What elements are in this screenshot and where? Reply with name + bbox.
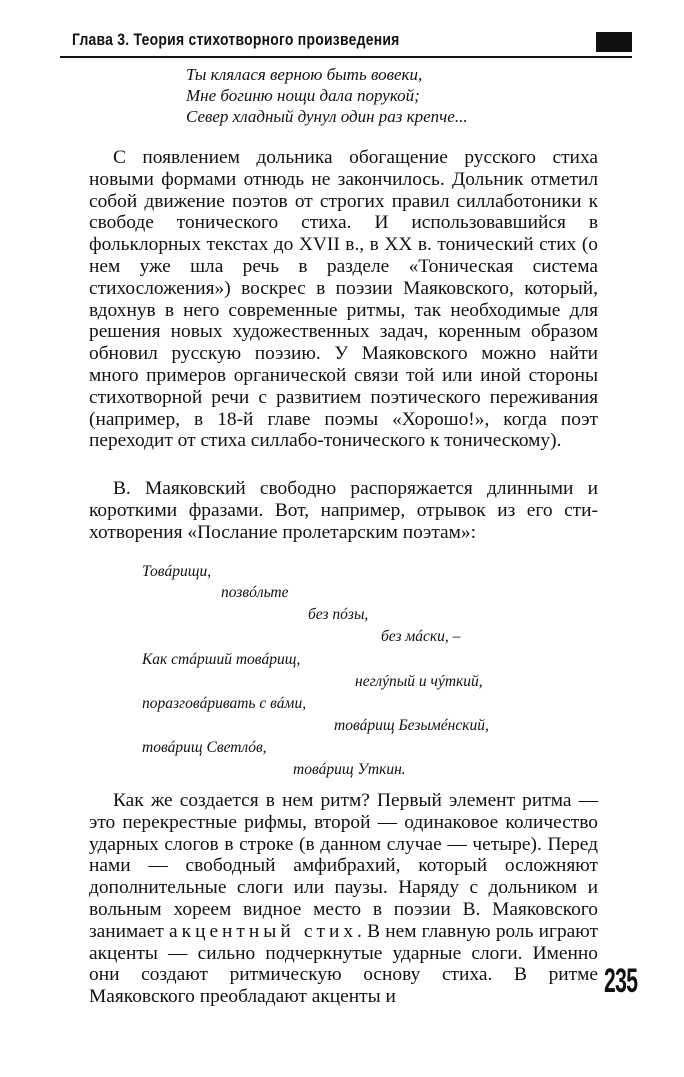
paragraph-text: С появлением дольника обогащение русского стиха новыми формами отнюдь не закончилось. Дольник отметил собой движение поэтов от строгих правил силлаботоники к свободе тонического стиха. И использовавшийся в фольклорных текстах до XVII в., в XX в. тонический стих (о нем уже шла речь в разделе «Тоническая система стихосложения») воскрес в поэзии Маяковского, который, вдохнув в него современные ритмы, так необходимые для решения новых художественных задач, коренным образом обновил русскую поэзию. У Маяковского можно найти много примеров органической связи той или иной стороны стихотворной речи с развитием поэтического переживания (например, в 18-й главе поэмы «Хорошо!», когда поэт переходит от стиха силлабо-тонического к тоническому). [89, 147, 598, 452]
ladder-verse-line: товáрищ Светлóв, [142, 739, 267, 756]
paragraph-text-part: Как же создается в нем ритм? Первый элемент ритма — это перекрестные рифмы, второй — одинаковое количество ударных слогов в строке (в данном случае — четыре). Перед нами — свободный амфибрахий, который осложняют дополнительные слоги или паузы. Наряду с дольником и вольным хореем видное место в поэзии В. Маяковского занимает [89, 790, 598, 942]
running-header [60, 28, 632, 58]
mayakovsky-ladder-verse [0, 563, 684, 783]
ladder-verse-line: поразговáривать с вáми, [142, 695, 307, 712]
chapter-title: Глава 3. Теория стихотворного произведения [72, 30, 400, 49]
page-number: 235 [604, 962, 638, 1000]
paragraph-rhythm [89, 790, 598, 1008]
epigraph-verse [186, 64, 468, 127]
ladder-verse-line: позвóльте [221, 584, 289, 601]
ladder-verse-line: без мáски, – [381, 628, 461, 645]
ladder-verse-line: товáрищ Безымéнский, [334, 717, 489, 734]
header-decorative-block [596, 32, 632, 52]
paragraph-text [89, 790, 598, 1008]
epigraph-line: Мне богиню нощи дала порукой; [186, 86, 420, 105]
paragraph-mayakovsky-phrases [89, 478, 598, 543]
paragraph-text-part: . В нем главную роль играют акценты — сильно подчеркнутые ударные слоги. Именно они создают ритмическую основу стиха. В ритме Маяковского преобладают акценты и [89, 920, 598, 1008]
paragraph-text: В. Маяковский свободно распоряжается длинными и короткими фразами. Вот, например, отрывок из его стихотворения «Послание пролетарским поэтам»: [89, 478, 598, 543]
ladder-verse-line: товáрищ Уткин. [293, 761, 406, 778]
ladder-verse-line: Как стáрший товáрищ, [142, 651, 301, 668]
ladder-verse-line: Товáрищи, [142, 563, 212, 580]
epigraph-line: Север хладный дунул один раз крепче... [186, 107, 468, 126]
ladder-verse-line: неглýпый и чýткий, [355, 673, 483, 690]
emphasized-term: акцентный стих [169, 920, 358, 942]
epigraph-line: Ты клялася верною быть вовеки, [186, 65, 423, 84]
ladder-verse-line: без пóзы, [308, 606, 369, 623]
paragraph-dolnik [89, 147, 598, 452]
